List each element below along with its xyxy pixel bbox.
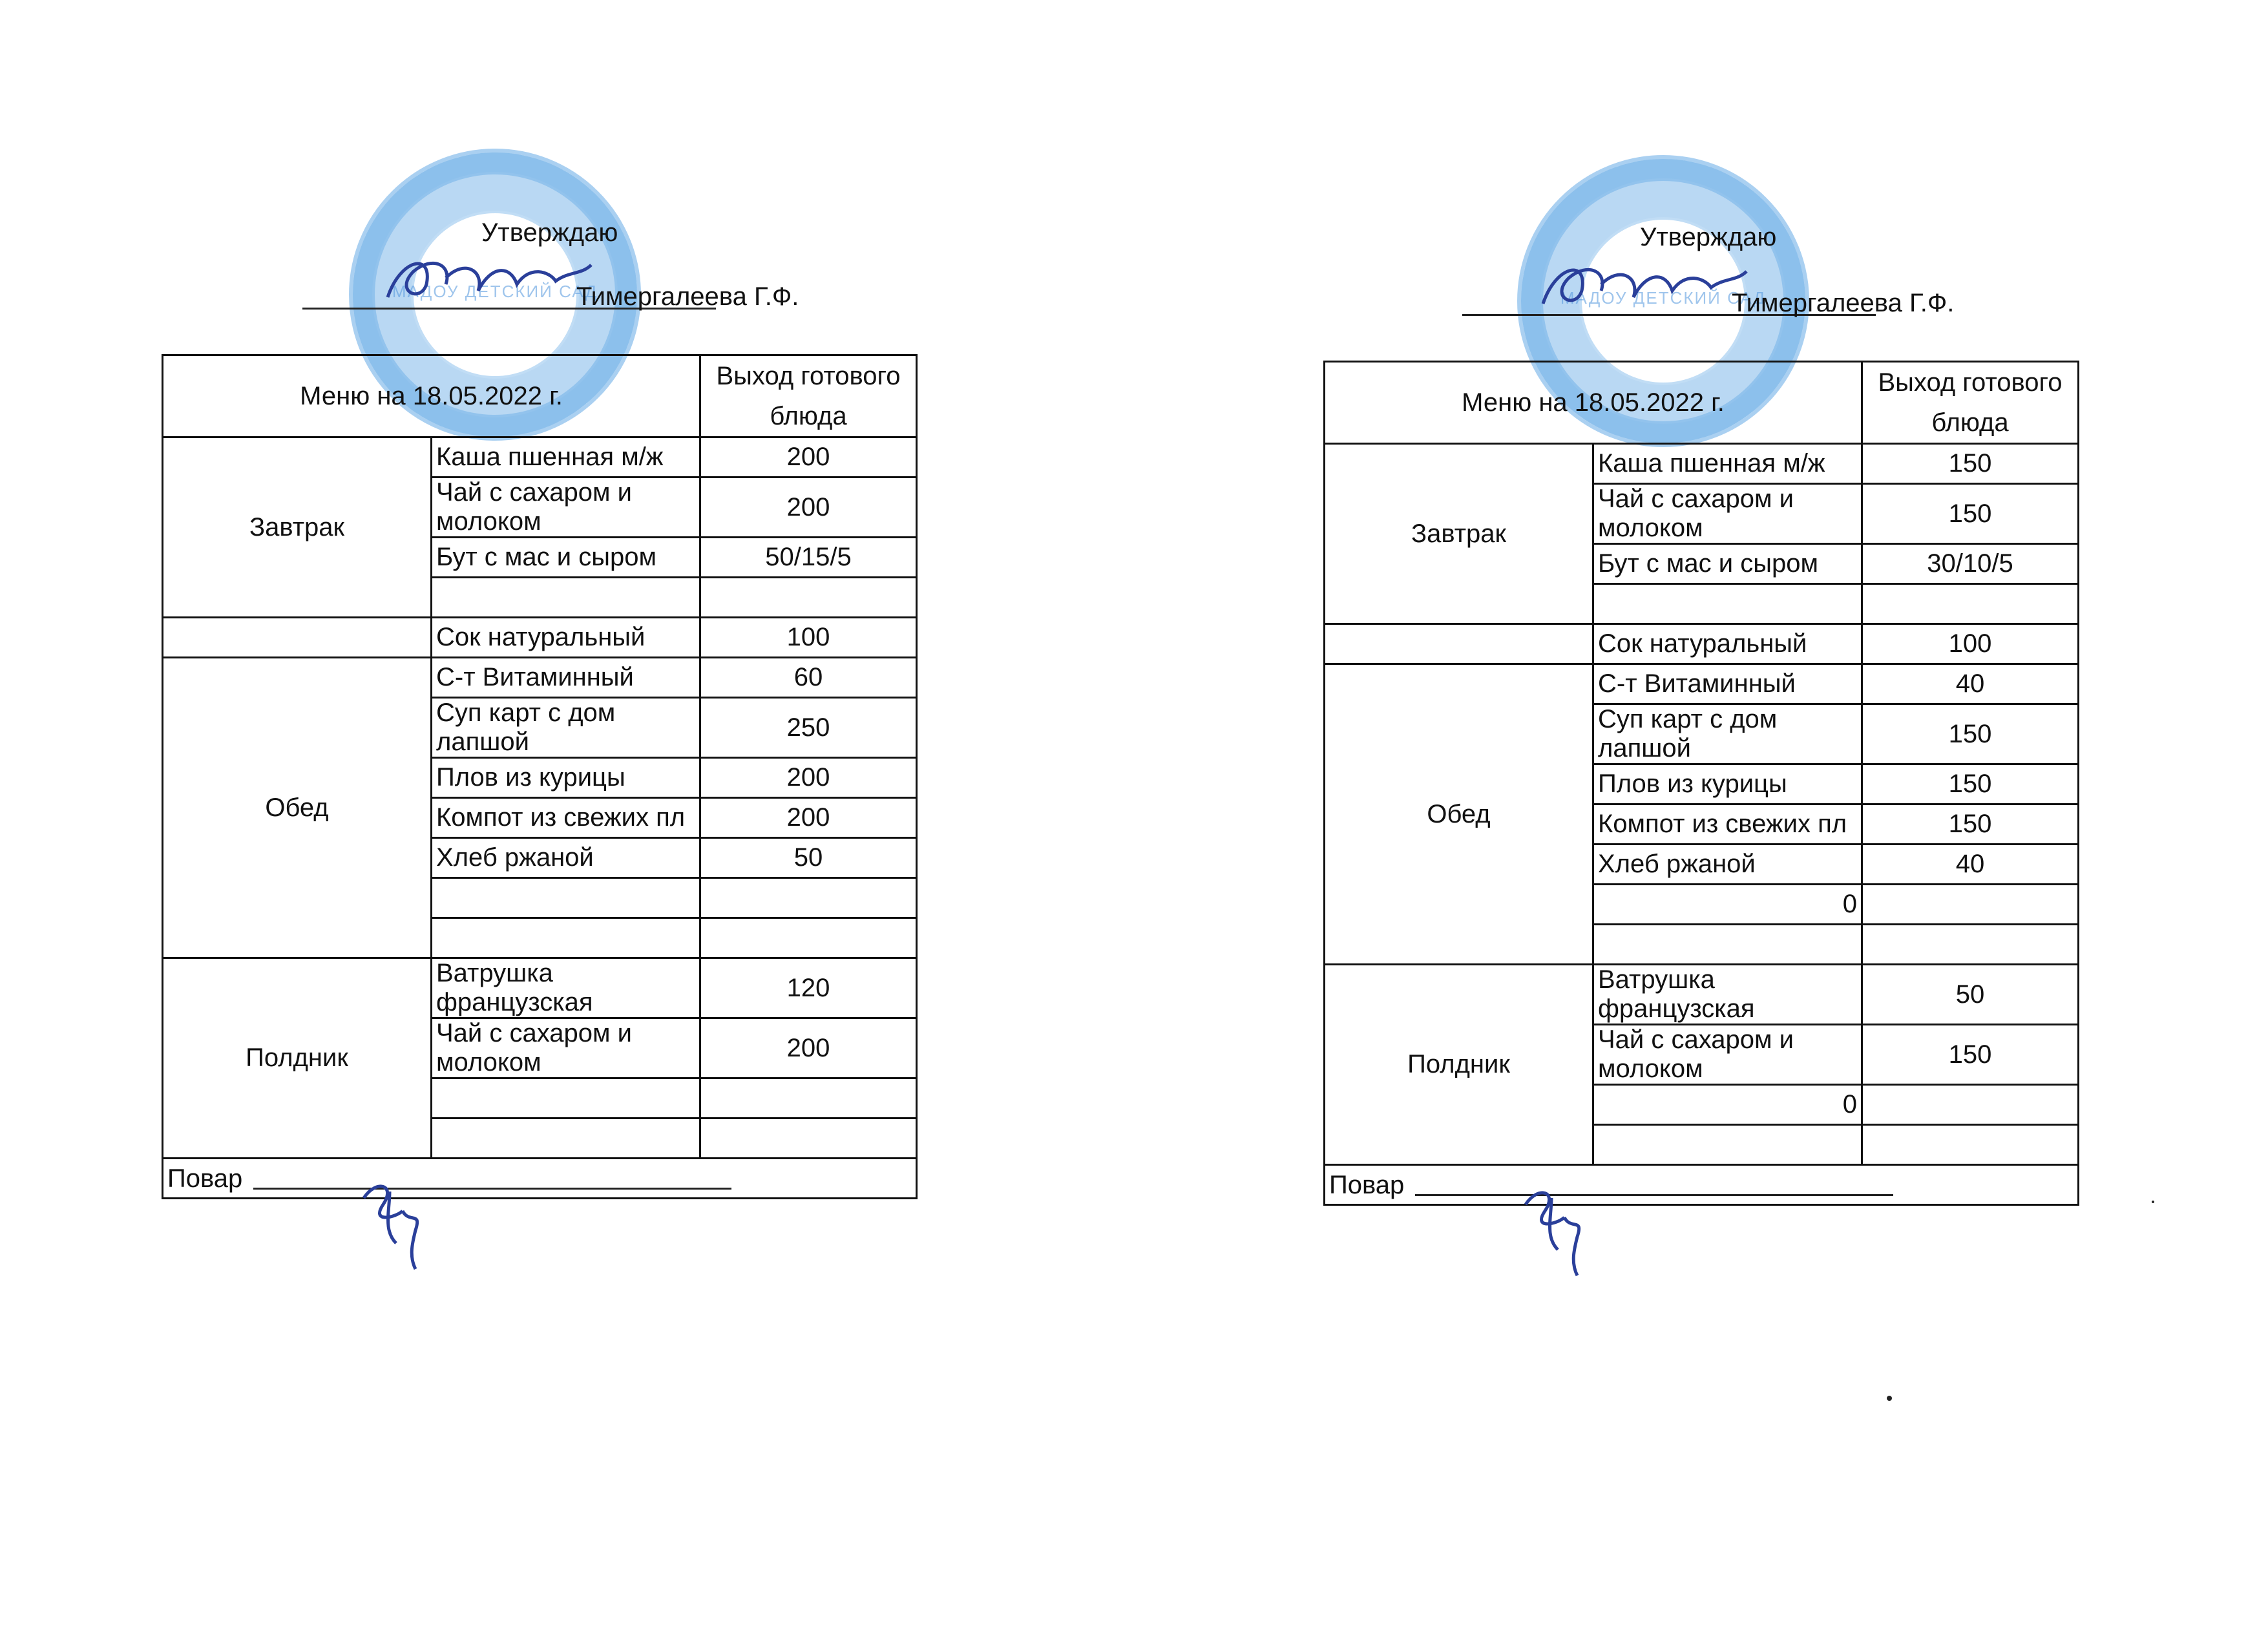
- meal-empty: [163, 618, 432, 658]
- output-cell: 150: [1862, 484, 2079, 544]
- cook-signature: [351, 1172, 435, 1276]
- output-cell: 150: [1862, 764, 2079, 804]
- output-cell: 200: [700, 758, 917, 798]
- cook-footer: [1325, 1165, 2079, 1205]
- cook-signature-line: [1415, 1175, 1893, 1196]
- dish-cell: Чай с сахаром и молоком: [1593, 1025, 1862, 1085]
- dish-cell: [1593, 925, 1862, 965]
- meal-snack: Полдник: [1325, 965, 1593, 1165]
- dish-cell: Суп карт с дом лапшой: [432, 698, 700, 758]
- output-cell: [700, 1078, 917, 1119]
- menu-title: Меню на 18.05.2022 г.: [1325, 362, 1862, 444]
- dish-cell: Хлеб ржаной: [1593, 845, 1862, 885]
- output-cell: 150: [1862, 444, 2079, 484]
- output-cell: 150: [1862, 804, 2079, 845]
- output-cell: 50: [700, 838, 917, 878]
- dish-cell: [1593, 1125, 1862, 1165]
- menu-table: [1323, 361, 2079, 1206]
- dish-cell: [432, 918, 700, 958]
- dish-cell: [432, 1078, 700, 1119]
- meal-empty: [1325, 624, 1593, 664]
- output-header: Выход готового блюда: [1862, 362, 2079, 444]
- cook-label: Повар: [1329, 1170, 1405, 1199]
- output-cell: 200: [700, 1018, 917, 1078]
- dish-cell: Ватрушка французская: [432, 958, 700, 1018]
- dish-cell: Бут с мас и сыром: [1593, 544, 1862, 584]
- scan-speck: [1887, 1396, 1892, 1401]
- approver-name: Тимергалеева Г.Ф.: [576, 282, 799, 311]
- approval-block: [1323, 0, 2079, 317]
- output-cell: 200: [700, 437, 917, 478]
- approval-block: [162, 0, 918, 311]
- scan-speck: [2152, 1201, 2154, 1203]
- dish-cell: Компот из свежих пл: [432, 798, 700, 838]
- dish-cell: Чай с сахаром и молоком: [1593, 484, 1862, 544]
- meal-snack: Полдник: [163, 958, 432, 1159]
- output-cell: [700, 1119, 917, 1159]
- cook-footer: [163, 1159, 917, 1199]
- output-cell: [1862, 1125, 2079, 1165]
- dish-cell: Ватрушка французская: [1593, 965, 1862, 1025]
- output-cell: [700, 878, 917, 918]
- stamp-text: МАДОУ ДЕТСКИЙ САД: [1560, 288, 1767, 308]
- dish-cell: Чай с сахаром и молоком: [432, 478, 700, 538]
- output-cell: 50: [1862, 965, 2079, 1025]
- stamp-text: МАДОУ ДЕТСКИЙ САД: [392, 282, 598, 301]
- output-cell: 40: [1862, 664, 2079, 704]
- output-cell: [1862, 925, 2079, 965]
- output-cell: 120: [700, 958, 917, 1018]
- dish-cell: [432, 578, 700, 618]
- meal-breakfast: Завтрак: [163, 437, 432, 618]
- output-cell: [700, 578, 917, 618]
- menu-table: [162, 354, 918, 1199]
- output-cell: 250: [700, 698, 917, 758]
- meal-breakfast: Завтрак: [1325, 444, 1593, 624]
- dish-cell: Каша пшенная м/ж: [1593, 444, 1862, 484]
- meal-lunch: Обед: [163, 658, 432, 958]
- output-cell: [1862, 1085, 2079, 1125]
- output-cell: 50/15/5: [700, 538, 917, 578]
- output-header: Выход готового блюда: [700, 355, 917, 437]
- approve-label: Утверждаю: [481, 218, 618, 247]
- output-cell: 40: [1862, 845, 2079, 885]
- dish-cell: Бут с мас и сыром: [432, 538, 700, 578]
- output-cell: 100: [1862, 624, 2079, 664]
- dish-cell: [432, 1119, 700, 1159]
- dish-cell: Компот из свежих пл: [1593, 804, 1862, 845]
- output-cell: 150: [1862, 1025, 2079, 1085]
- cook-label: Повар: [167, 1164, 243, 1193]
- dish-cell: 0: [1593, 1085, 1862, 1125]
- dish-cell: [1593, 584, 1862, 624]
- dish-cell: С-т Витаминный: [432, 658, 700, 698]
- output-cell: 100: [700, 618, 917, 658]
- dish-cell: Плов из курицы: [432, 758, 700, 798]
- dish-cell: 0: [1593, 885, 1862, 925]
- approve-label: Утверждаю: [1640, 223, 1777, 251]
- menu-title: Меню на 18.05.2022 г.: [163, 355, 700, 437]
- meal-lunch: Обед: [1325, 664, 1593, 965]
- director-signature: [375, 246, 594, 317]
- dish-cell: С-т Витаминный: [1593, 664, 1862, 704]
- output-cell: 200: [700, 798, 917, 838]
- output-cell: [1862, 885, 2079, 925]
- output-cell: [1862, 584, 2079, 624]
- dish-cell: Чай с сахаром и молоком: [432, 1018, 700, 1078]
- output-cell: 60: [700, 658, 917, 698]
- dish-cell: Хлеб ржаной: [432, 838, 700, 878]
- output-cell: 200: [700, 478, 917, 538]
- dish-cell: Плов из курицы: [1593, 764, 1862, 804]
- dish-cell: Сок натуральный: [432, 618, 700, 658]
- dish-cell: Сок натуральный: [1593, 624, 1862, 664]
- dish-cell: Каша пшенная м/ж: [432, 437, 700, 478]
- cook-signature: [1513, 1179, 1597, 1282]
- output-cell: 30/10/5: [1862, 544, 2079, 584]
- output-cell: 150: [1862, 704, 2079, 764]
- dish-cell: [432, 878, 700, 918]
- dish-cell: Суп карт с дом лапшой: [1593, 704, 1862, 764]
- output-cell: [700, 918, 917, 958]
- approver-name: Тимергалеева Г.Ф.: [1732, 289, 1955, 317]
- cook-signature-line: [253, 1168, 731, 1190]
- director-signature: [1530, 252, 1750, 323]
